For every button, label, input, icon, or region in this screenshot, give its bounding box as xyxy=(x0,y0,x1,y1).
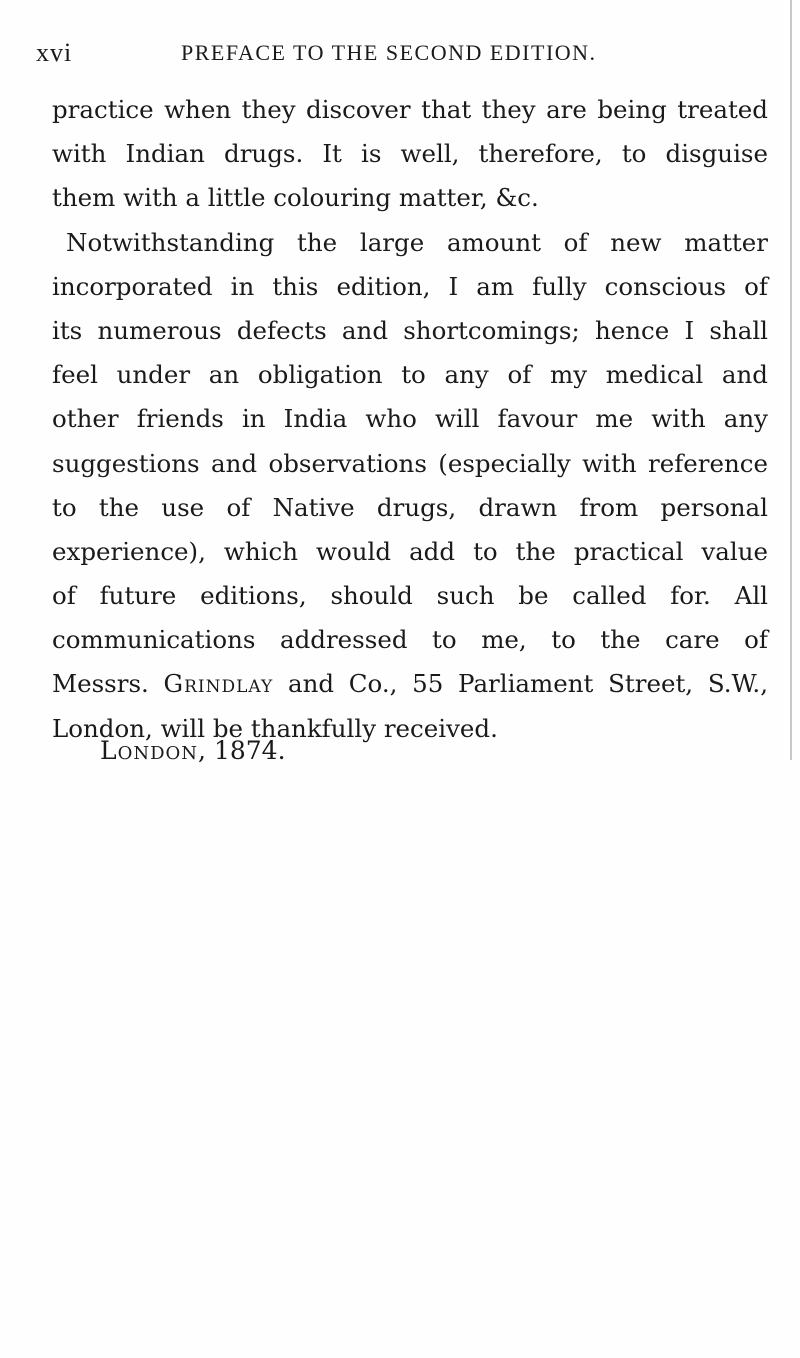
text-line: suggestions and observations (especially with reference xyxy=(52,448,768,478)
text-line: with Indian drugs. It is well, therefore, to disguise xyxy=(52,139,768,169)
text-line: Notwithstanding the large amount of new matter xyxy=(66,227,768,257)
text-line: other friends in India who will favour me with any xyxy=(52,404,768,434)
text-line: feel under an obligation to any of my medical and xyxy=(52,360,768,390)
body-text xyxy=(52,88,768,751)
page-edge-shadow xyxy=(790,0,792,760)
text-line: to the use of Native drugs, drawn from personal xyxy=(52,492,768,522)
page-number: xvi xyxy=(36,38,73,67)
text-segment: Messrs. xyxy=(52,669,164,699)
text-line: them with a little colouring matter, &c. xyxy=(52,183,539,213)
text-line: communications addressed to me, to the care of xyxy=(52,625,768,655)
text-line: London, will be thankfully received. xyxy=(52,713,498,743)
text-line: incorporated in this edition, I am fully conscious of xyxy=(52,271,768,301)
text-line: practice when they discover that they are being treated xyxy=(52,95,768,124)
text-line: experience), which would add to the practical value xyxy=(52,536,768,566)
text-line: of future editions, should such be called for. All xyxy=(52,581,768,611)
text-segment: and Co., 55 Parliament Street, S.W., xyxy=(273,669,768,699)
publisher-name: Grindlay xyxy=(163,669,274,699)
running-head: PREFACE TO THE SECOND EDITION. xyxy=(181,40,597,65)
signoff-date: , 1874. xyxy=(198,736,286,765)
text-line: its numerous defects and shortcomings; hence I shall xyxy=(52,315,768,345)
signoff xyxy=(100,736,286,765)
signoff-place: London xyxy=(100,736,199,765)
text-line xyxy=(52,662,768,706)
page-header xyxy=(36,38,776,72)
